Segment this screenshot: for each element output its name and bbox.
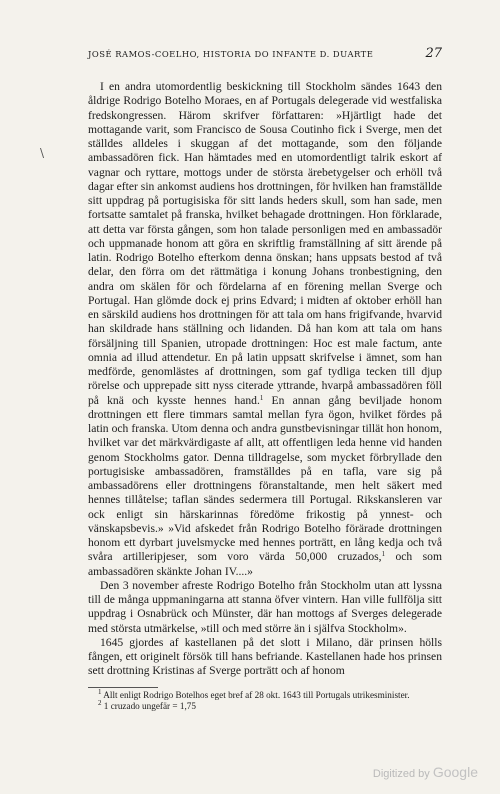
page-header: [88, 46, 442, 66]
margin-mark: \: [40, 146, 45, 160]
body-text: [88, 80, 442, 679]
running-head: JOSÉ RAMOS-COELHO, HISTORIA DO INFANTE D. DUARTE: [88, 49, 374, 59]
watermark: Digitized by Google: [372, 764, 478, 780]
google-logo: Google: [432, 764, 478, 780]
paragraph: I en andra utomordentlig beskickning till Stockholm sändes 1643 den åldrige Rodrigo Botelho Moraes, en af Portugals delegerade vid westfaliska fredskongressen. Härom skrifver författaren: »Hjärtligt hade det mottagande varit, som Francisco de Sousa Coutinho fick i Sverge, men det ställdes alldeles i skuggan af det mottagande, som den följande ambassadören fick. Han hämtades med en utomordentligt talrik eskort af vagnar och ryttare, mottogs under de största ärebetygelser och erhöll två dagar efter sin ankomst audiens hos drottningen, för hvilken han framställde sitt uppdrag på portugisiska för sitt lands heders skull, som han sade, men fortsatte samtalet på franska, hvilket behagade drottningen. Hon förklarade, att detta var första gången, som hon talade personligen med en ambassadör och uppmanade honom att göra en skriftlig framställning af sitt ärende på latin. Rodrigo Botelho efterkom denna önskan; hans uppsats bestod af två delar, den förra om det rättmätiga i konung Johans tronbestigning, den andra om skälen för och fördelarna af en förening mellan Sverge och Portugal. Han glömde dock ej prins Edvard; i midten af oktober erhöll han en särskild audiens hos drottningen för att tala om hans frigifvande, hvarvid han skildrade hans ställning och lidanden. Då han kom att tala om hans försäljning till Spanien, utropade drottningen: Hoc est male factum, ante omnia ad illud attendetur. En på latin uppsatt skrifvelse i ämnet, som han medförde, genomlästes af drottningen, som gaf tydliga tecken till djup rörelse och upprepade sitt nyss citerade yttrande, hvarpå ambassadören föll på knä och kysste hennes hand.$^1$ En annan gång beviljade honom drottningen ett flere timmars samtal mellan fyra ögon, hvilket fördes på latin och franska. Utom denna och andra gunstbevisningar tillät hon honom, hvilket var det märkvärdigaste af allt, att offentligen leda henne vid handen genom Stockholms gator. Denna tilldragelse, som mycket förbryllade den portugisiske ambassadören, framställdes på en tafla, vare sig på ambassadörens eller drottningens föranstaltande, men helt säkert med hennes tillåtelse; taflan sändes sedermera till Portugal. Rikskansleren var ock enligt sin härskarinnas föredöme frikostig på ynnest- och vänskapsbevis.» »Vid afskedet från Rodrigo Botelho förärade drottningen honom ett dyrbart juvelsmycke med hennes porträtt, en lång kedja och två svåra artilleripjeser, som voro värda 50,000 cruzados,$^1$ och som ambassadören skänkte Johan IV....»: [88, 80, 442, 578]
paragraph: 1645 gjordes af kastellanen på det slott i Milano, där prinsen hölls fången, ett originelt försök till hans befriande. Kastellanen hade hos prinsen sett drottning Kristinas af Sverge porträtt och af honom: [88, 635, 442, 678]
paragraph: Den 3 november afreste Rodrigo Botelho från Stockholm utan att lyssna till de många uppmaningarna att stanna öfver vintern. Han ville fullfölja sitt uppdrag i Osnabrück och Münster, där han mottogs af Sverges delegerade med största utmärkelse, »till och med större än i själfva Stockholm».: [88, 578, 442, 635]
footnotes: [88, 690, 442, 712]
footnote-ref: 1: [381, 550, 386, 559]
footnote-ref: 1: [259, 393, 264, 402]
page-number: 27: [425, 46, 442, 61]
footnote: $^1$ Allt enligt Rodrigo Botelhos eget bref af 28 okt. 1643 till Portugals utrikesminister.: [98, 688, 410, 700]
footnote: $^2$ 1 cruzado ungefär = 1,75: [98, 699, 196, 712]
